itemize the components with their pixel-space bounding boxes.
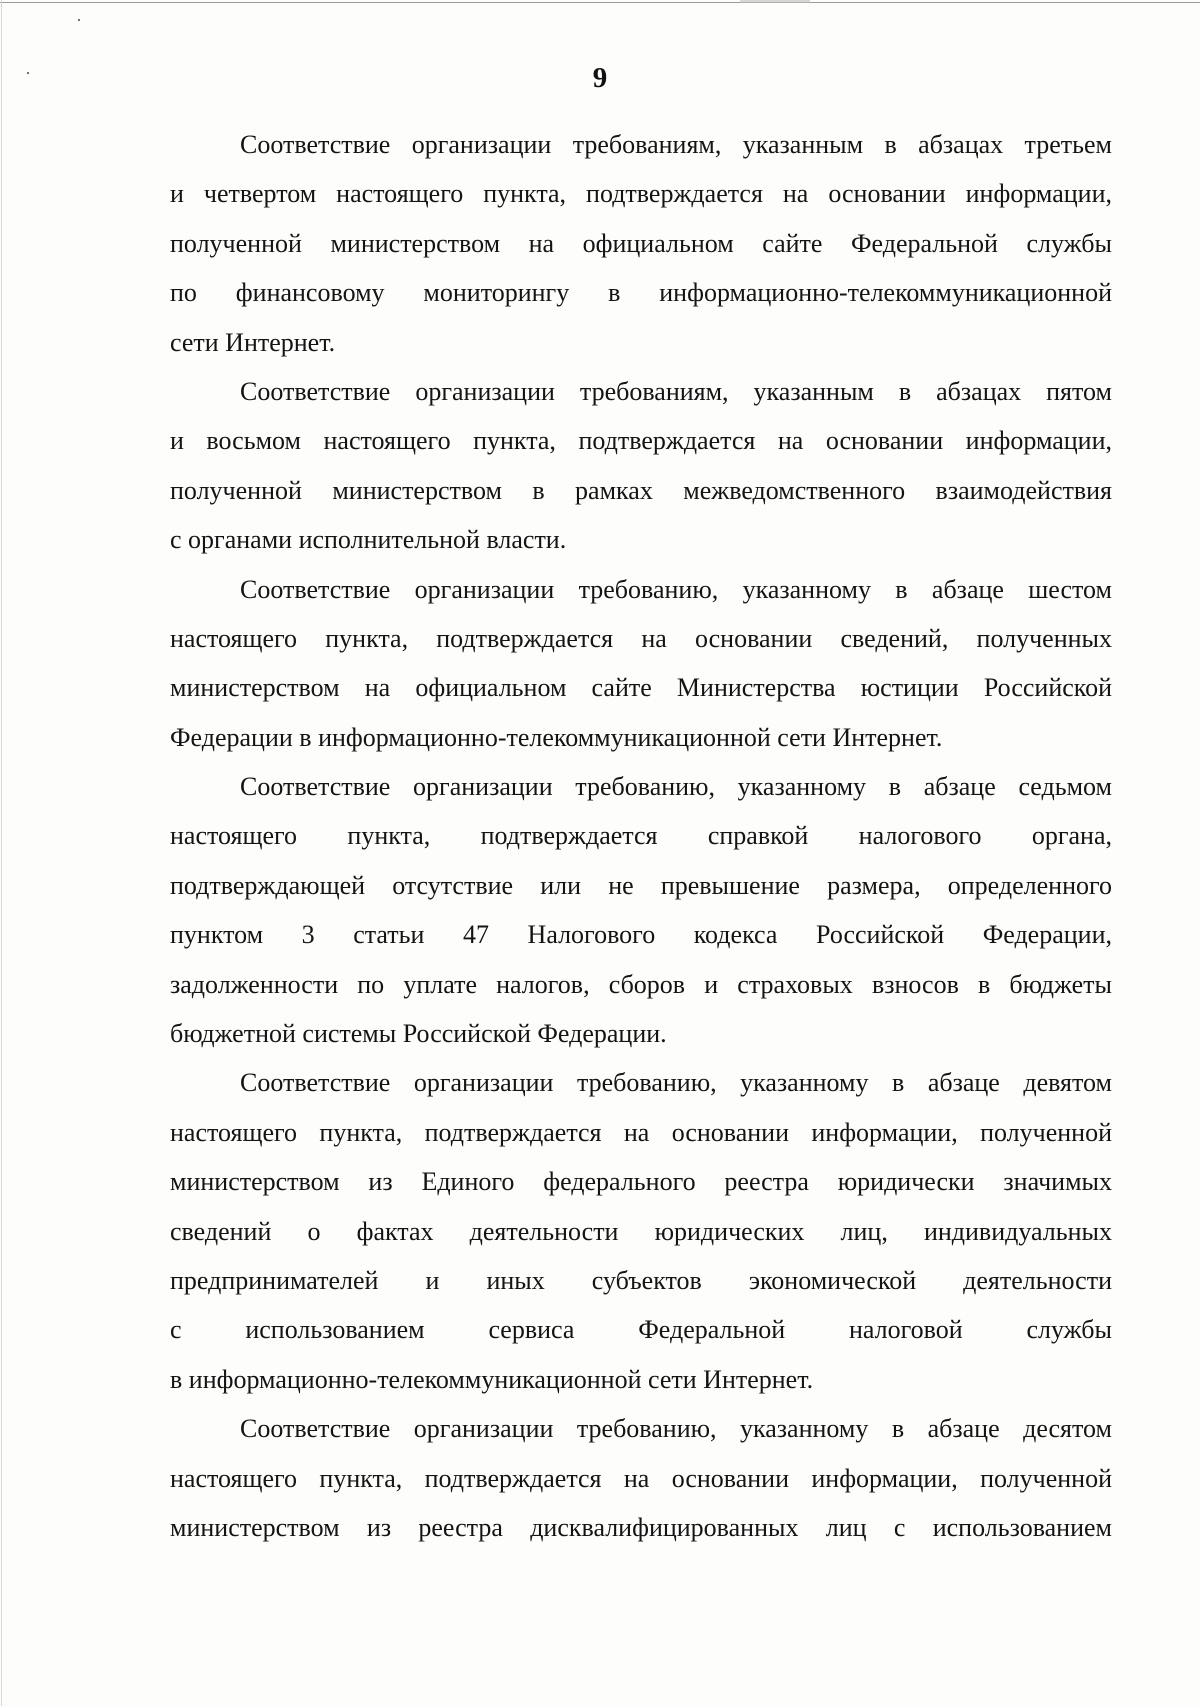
- text-line: и четвертом настоящего пункта, подтверждается на основании информации,: [170, 179, 1112, 209]
- page-number: 9: [592, 62, 608, 94]
- text-line: Соответствие организации требованиям, указанным в абзацах пятом: [240, 376, 1112, 406]
- text-line: Соответствие организации требованиям, указанным в абзацах третьем: [240, 130, 1112, 159]
- text-line: сети Интернет.: [170, 327, 336, 357]
- text-line: сведений о фактах деятельности юридических лиц, индивидуальных: [170, 1216, 1112, 1246]
- scan-edge-left: [1, 0, 2, 1706]
- text-line: Соответствие организации требованию, указанному в абзаце седьмом: [240, 772, 1112, 802]
- text-line: министерством из Единого федерального реестра юридически значимых: [170, 1167, 1112, 1197]
- scan-smudge: [740, 0, 810, 3]
- text-line: Соответствие организации требованию, указанному в абзаце десятом: [240, 1414, 1112, 1444]
- text-line: бюджетной системы Российской Федерации.: [170, 1019, 667, 1049]
- text-line: полученной министерством на официальном сайте Федеральной службы: [170, 228, 1112, 258]
- scan-edge-top: [0, 2, 1200, 3]
- text-line: подтверждающей отсутствие или не превышение размера, определенного: [170, 870, 1112, 900]
- text-line: задолженности по уплате налогов, сборов и страховых взносов в бюджеты: [170, 969, 1112, 999]
- text-line: Соответствие организации требованию, указанному в абзаце шестом: [240, 574, 1112, 604]
- text-line: министерством на официальном сайте Министерства юстиции Российской: [170, 673, 1112, 703]
- text-line: по финансовому мониторингу в информационно-телекоммуникационной: [170, 278, 1112, 308]
- paragraph-5: [170, 1058, 1112, 1404]
- text-line: и восьмом настоящего пункта, подтверждается на основании информации,: [170, 426, 1112, 456]
- paragraph-2: [170, 367, 1112, 565]
- paragraph-3: [170, 565, 1112, 763]
- text-line: настоящего пункта, подтверждается на основании информации, полученной: [170, 1117, 1112, 1147]
- document-body: [170, 120, 1112, 1552]
- text-line: предпринимателей и иных субъектов экономической деятельности: [170, 1265, 1112, 1295]
- text-line: настоящего пункта, подтверждается на основании информации, полученной: [170, 1463, 1112, 1493]
- text-line: Соответствие организации требованию, указанному в абзаце девятом: [240, 1068, 1112, 1098]
- text-line: Федерации в информационно-телекоммуникационной сети Интернет.: [170, 722, 943, 752]
- text-line: с органами исполнительной власти.: [170, 525, 567, 555]
- scan-speck: [78, 19, 80, 21]
- text-line: с использованием сервиса Федеральной налоговой службы: [170, 1315, 1112, 1345]
- paragraph-4: [170, 762, 1112, 1058]
- text-line: в информационно-телекоммуникационной сети Интернет.: [170, 1364, 814, 1394]
- text-line: настоящего пункта, подтверждается справкой налогового органа,: [170, 821, 1112, 851]
- paragraph-6: [170, 1404, 1112, 1552]
- text-line: пунктом 3 статьи 47 Налогового кодекса Российской Федерации,: [170, 920, 1112, 950]
- text-line: полученной министерством в рамках межведомственного взаимодействия: [170, 475, 1112, 505]
- paragraph-1: [170, 120, 1112, 367]
- text-line: настоящего пункта, подтверждается на основании сведений, полученных: [170, 623, 1112, 653]
- text-line: министерством из реестра дисквалифицированных лиц с использованием: [170, 1512, 1112, 1542]
